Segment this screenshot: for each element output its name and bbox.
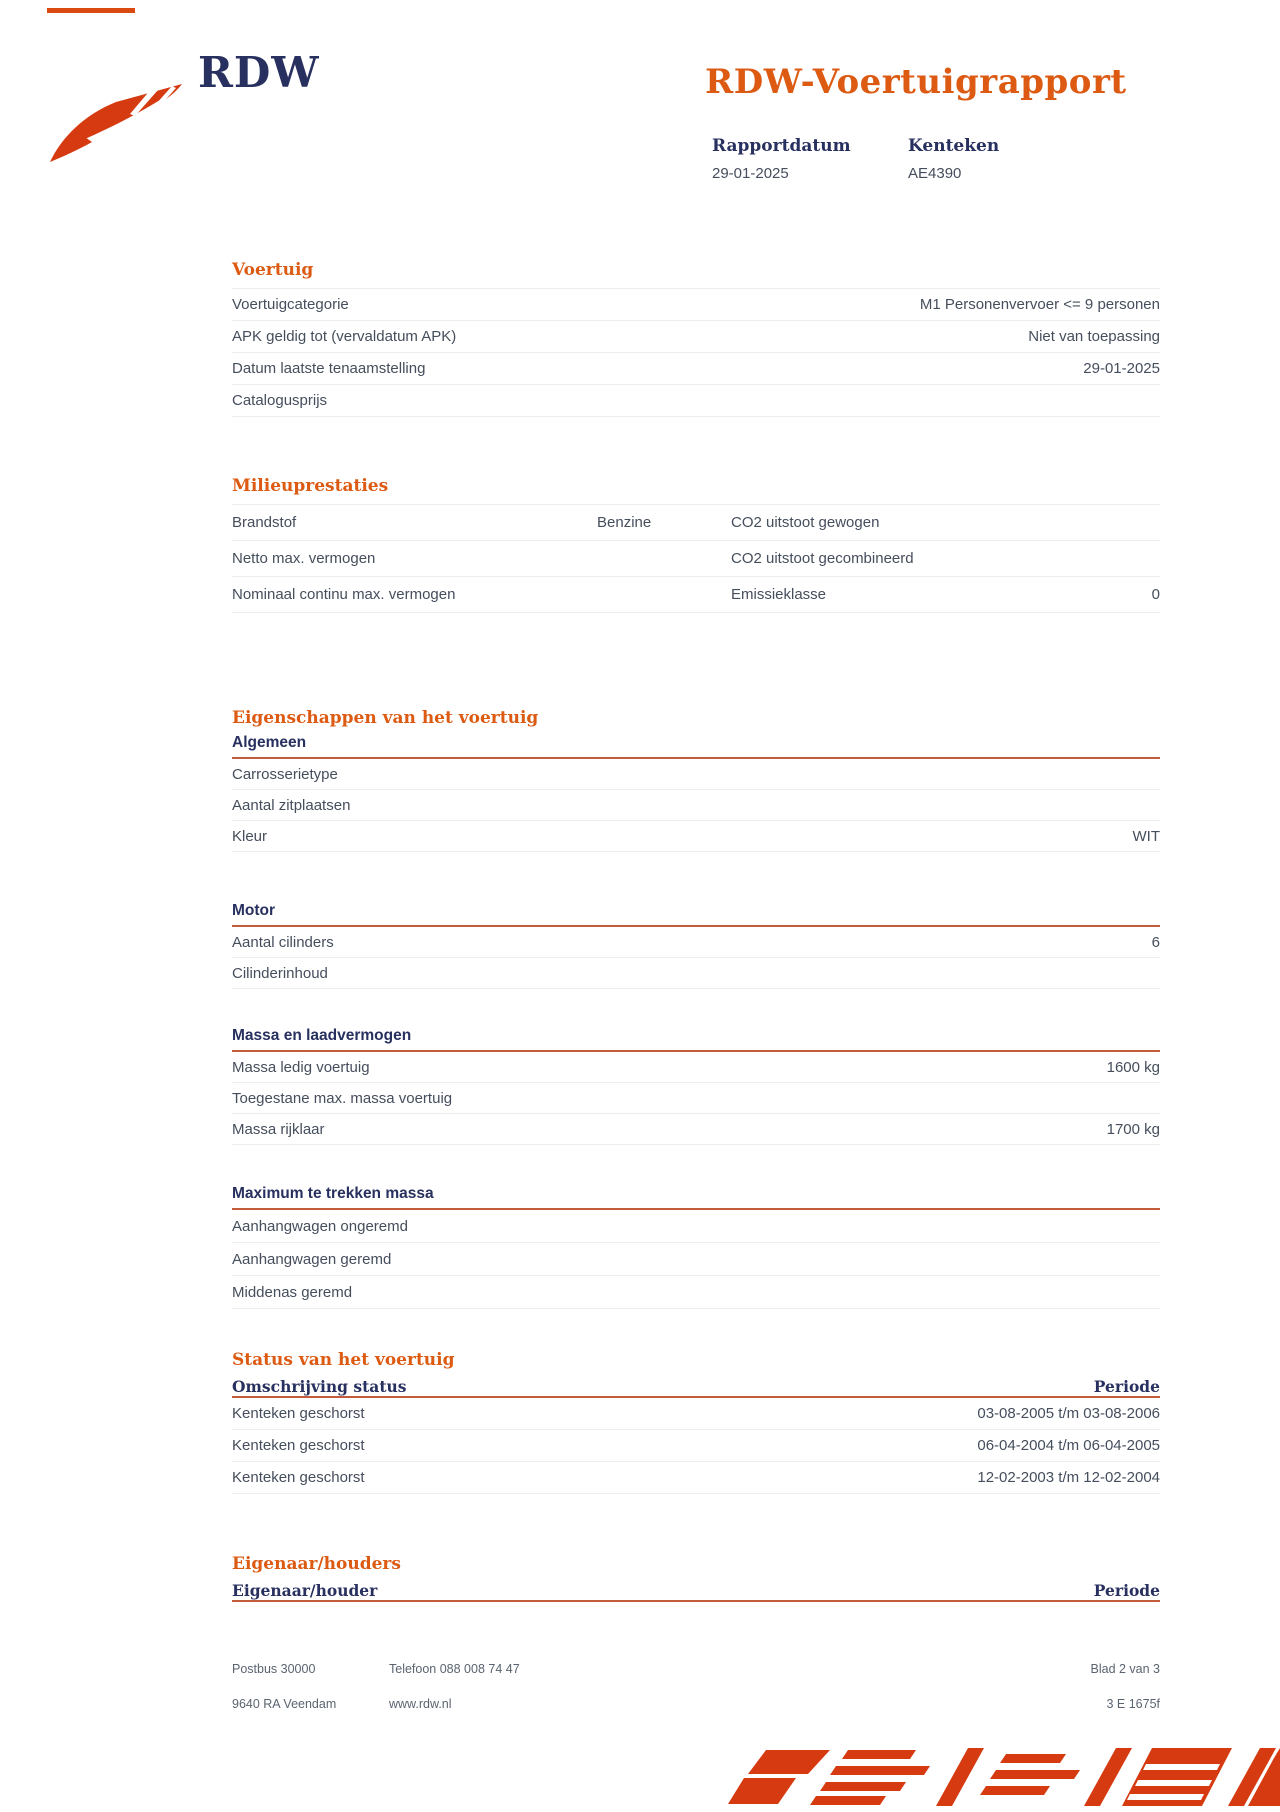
footer-phone: Telefoon 088 008 74 47 <box>389 1662 520 1676</box>
table-row <box>232 1210 1160 1243</box>
subsection-trekken-table <box>232 1210 1160 1309</box>
row-label: Aantal cilinders <box>232 933 334 951</box>
row-label: Datum laatste tenaamstelling <box>232 360 426 377</box>
row-value: 6 <box>1151 933 1160 951</box>
row-label: Aanhangwagen ongeremd <box>232 1217 408 1235</box>
table-row <box>232 1276 1160 1309</box>
subsection-motor-title: Motor <box>232 902 1160 927</box>
row-label: Voertuigcategorie <box>232 296 349 313</box>
section-status <box>232 1350 1160 1494</box>
row-label: Netto max. vermogen <box>232 550 376 567</box>
section-milieuprestaties <box>232 476 1160 613</box>
row-label: Middenas geremd <box>232 1283 353 1301</box>
table-row <box>232 289 1160 321</box>
status-description: Kenteken geschorst <box>232 1405 365 1422</box>
section-eigenaar-title: Eigenaar/houders <box>232 1554 401 1574</box>
rdw-logo <box>48 80 188 169</box>
row-label: Toegestane max. massa voertuig <box>232 1089 453 1107</box>
row-label: Massa rijklaar <box>232 1120 325 1138</box>
eigenaar-col-periode: Periode <box>1093 1581 1160 1600</box>
row-value: 1700 kg <box>1106 1120 1160 1138</box>
license-plate-value: AE4390 <box>908 165 962 182</box>
row-label-2: CO2 uitstoot gewogen <box>731 514 880 531</box>
status-table-header <box>232 1370 1160 1398</box>
subsection-massa-title: Massa en laadvermogen <box>232 1027 1160 1052</box>
section-eigenschappen <box>232 708 1160 1309</box>
row-value: WIT <box>1132 827 1160 845</box>
row-label: Kleur <box>232 827 268 845</box>
status-period: 12-02-2003 t/m 12-02-2004 <box>977 1469 1160 1486</box>
rdw-feather-icon <box>48 80 188 164</box>
section-voertuig <box>232 260 1160 417</box>
license-plate-label: Kenteken <box>908 136 1000 156</box>
status-period: 06-04-2004 t/m 06-04-2005 <box>977 1437 1160 1454</box>
row-label: Brandstof <box>232 514 297 531</box>
table-row <box>232 353 1160 385</box>
section-eigenschappen-title: Eigenschappen van het voertuig <box>232 708 539 728</box>
row-label-2: Emissieklasse <box>731 586 827 603</box>
status-col-periode: Periode <box>1093 1377 1160 1396</box>
table-row <box>232 1052 1160 1083</box>
table-row <box>232 1462 1160 1494</box>
table-row <box>232 1243 1160 1276</box>
table-row <box>232 1114 1160 1145</box>
row-label: Nominaal continu max. vermogen <box>232 586 456 603</box>
table-row <box>232 927 1160 958</box>
subsection-motor-table <box>232 927 1160 989</box>
report-date-value: 29-01-2025 <box>712 165 789 182</box>
section-milieuprestaties-title: Milieuprestaties <box>232 476 389 496</box>
page-title: RDW-Voertuigrapport <box>705 62 1127 102</box>
table-row <box>232 541 1160 577</box>
row-label: APK geldig tot (vervaldatum APK) <box>232 328 457 345</box>
table-row <box>232 1083 1160 1114</box>
table-row <box>232 577 1160 613</box>
status-col-omschrijving: Omschrijving status <box>232 1377 407 1396</box>
row-value: 29-01-2025 <box>1083 360 1160 377</box>
row-value: M1 Personenvervoer <= 9 personen <box>919 296 1160 313</box>
footer-city: 9640 RA Veendam <box>232 1697 337 1711</box>
status-description: Kenteken geschorst <box>232 1437 365 1454</box>
table-row <box>232 790 1160 821</box>
row-value: 0 <box>1151 586 1160 603</box>
footer-website: www.rdw.nl <box>389 1697 452 1711</box>
table-row <box>232 321 1160 353</box>
rdw-watermark-graphic <box>720 1744 1280 1812</box>
row-mid-value: Benzine <box>597 514 652 531</box>
row-label: Aantal zitplaatsen <box>232 796 351 814</box>
subsection-algemeen-table <box>232 759 1160 852</box>
eigenaar-col-houder: Eigenaar/houder <box>232 1581 378 1600</box>
table-row <box>232 1430 1160 1462</box>
row-value: Niet van toepassing <box>1028 328 1160 345</box>
table-row <box>232 385 1160 417</box>
eigenaar-table-header <box>232 1574 1160 1602</box>
page-footer <box>232 1662 1160 1711</box>
status-description: Kenteken geschorst <box>232 1469 365 1486</box>
footer-page-number: Blad 2 van 3 <box>1090 1662 1160 1676</box>
row-label-2: CO2 uitstoot gecombineerd <box>731 550 914 567</box>
scan-edge-mark <box>47 8 135 13</box>
row-label: Carrosserietype <box>232 765 338 783</box>
section-eigenaar <box>232 1554 1160 1602</box>
row-label: Catalogusprijs <box>232 392 328 409</box>
table-row <box>232 759 1160 790</box>
subsection-massa-table <box>232 1052 1160 1145</box>
status-table <box>232 1398 1160 1494</box>
table-row <box>232 821 1160 852</box>
subsection-algemeen-title: Algemeen <box>232 734 1160 759</box>
footer-postbus: Postbus 30000 <box>232 1662 316 1676</box>
section-voertuig-title: Voertuig <box>232 260 314 280</box>
footer-doc-code: 3 E 1675f <box>1106 1697 1160 1711</box>
table-row <box>232 1398 1160 1430</box>
row-label: Aanhangwagen geremd <box>232 1250 392 1268</box>
status-period: 03-08-2005 t/m 03-08-2006 <box>977 1405 1160 1422</box>
table-row <box>232 958 1160 989</box>
table-row <box>232 505 1160 541</box>
row-value: 1600 kg <box>1106 1058 1160 1076</box>
report-date-label: Rapportdatum <box>712 136 851 156</box>
subsection-trekken-title: Maximum te trekken massa <box>232 1185 1160 1210</box>
row-label: Massa ledig voertuig <box>232 1058 370 1076</box>
section-status-title: Status van het voertuig <box>232 1350 455 1370</box>
row-label: Cilinderinhoud <box>232 964 328 982</box>
rdw-logo-text: RDW <box>198 48 320 97</box>
